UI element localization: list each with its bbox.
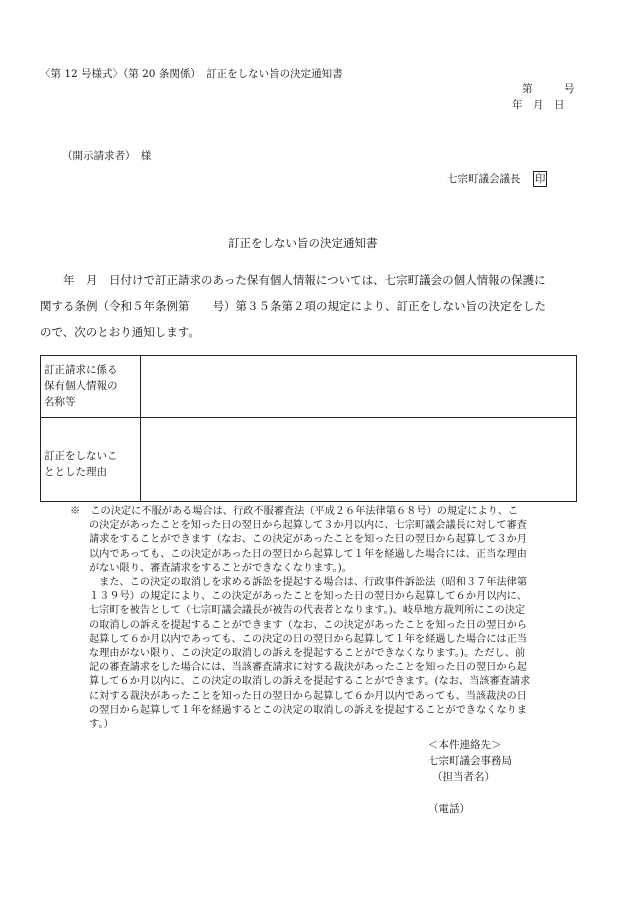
decision-table [40,355,577,502]
note-line: 算して６か月以内に、この決定の取消しの訴えを提起することができます。(なお、当該審査請求 [89,676,531,688]
note-line: がない限り、審査請求をすることができなくなります。)。 [89,562,352,574]
note-line: す。） [89,719,114,731]
body-line: ので、次のとおり通知します。 [40,325,200,339]
seal-mark: 印 [534,173,546,185]
sender-name: 七宗町議会議長 [447,173,521,185]
contact-heading: ＜本件連絡先＞ [428,739,502,751]
note-line: 記の審査請求をした場合には、当該審査請求に対する裁決があったことを知った日の翌日から起 [89,662,527,674]
document-title: 訂正をしない旨の決定通知書 [228,236,378,250]
document-date: 年 月 日 [512,99,565,111]
note-line: な理由がない限り、この決定の取消しの訴えを提起することができなくなります。)。ただし、前 [89,648,526,660]
note-line: 七宗町を被告として（七宗町議会議長が被告の代表者となります。)、岐阜地方裁判所にこの決定 [89,605,526,617]
note-line: また、この決定の取消しを求める訴訟を提起する場合は、行政事件訴訟法（昭和３７年法律第 [89,577,528,589]
note-line: に対する裁決があったことを知った日の翌日から起算して６か月以内であっても、当該裁決の日 [89,690,527,702]
note-line: ※ この決定に不服がある場合は、行政不服審査法（平成２６年法律第６８号）の規定により、こ [70,506,519,517]
sender [447,171,547,187]
body-line: 関する条例（令和５年条例第 号）第３５条第２項の規定により、訂正をしない旨の決定をした [40,299,546,313]
contact-office: 七宗町議会事務局 [428,755,512,767]
table-row [41,418,577,502]
appeal-notes [66,505,580,732]
note-line: 請求をすることができます（なお、この決定があったことを知った日の翌日から起算して３か月 [89,534,527,546]
document-number: 第 号 [522,83,575,95]
form-title: 〈第 12 号様式〉（第 20 条関係） 訂正をしない旨の決定通知書 [40,68,343,80]
note-line: 以内であっても、この決定があった日の翌日から起算して１年を経過した場合には、正当な理由 [89,548,527,560]
note-line: の決定があったことを知った日の翌日から起算して３か月以内に、七宗町議会議長に対して審査 [89,520,527,532]
body-text [40,267,580,345]
table-row [41,356,577,418]
addressee: （開示請求者） 様 [62,150,152,162]
value-reason[interactable] [141,418,577,502]
label-reason: 訂正をしないこ ととした理由 [41,418,141,502]
label-info-name: 訂正請求に係る 保有個人情報の 名称等 [41,356,141,418]
note-line: の翌日から起算して１年を経過するとこの決定の取消しの訴えを提起することができなくなりま [89,704,528,716]
note-line: 起算して６か月以内であっても、この決定の日の翌日から起算して１年を経過した場合には正当 [89,633,527,645]
note-line: １３９号）の規定により、この決定があったことを知った日の翌日から起算して６か月以内に、 [89,591,527,603]
contact-phone: （電話） [428,803,470,815]
contact-person: （担当者名） [432,771,495,783]
contact-info [428,737,512,817]
body-line: 年 月 日付けで訂正請求のあった保有個人情報については、七宗町議会の個人情報の保護に [40,273,546,287]
value-info-name[interactable] [141,356,577,418]
note-line: の取消しの訴えを提起することができます（なお、この決定があったことを知った日の翌日から [89,619,527,631]
